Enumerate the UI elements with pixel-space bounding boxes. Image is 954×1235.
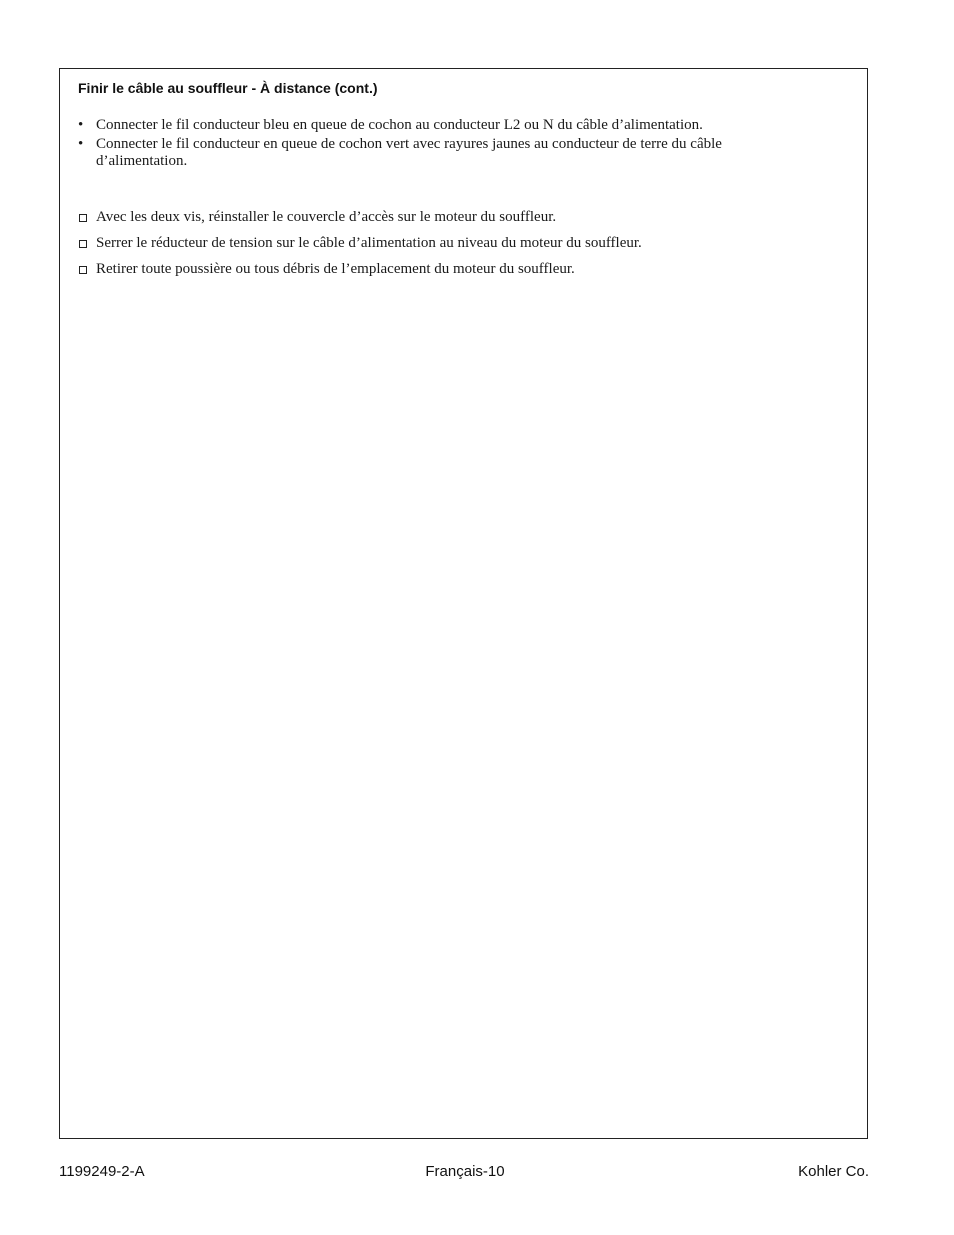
list-item [78,136,808,170]
bullet-icon: • [78,117,84,133]
footer-company: Kohler Co. [798,1163,869,1180]
list-item [78,117,808,134]
step-text: Retirer toute poussière ou tous débris de l’emplacement du moteur du souffleur. [96,261,575,277]
section-title: Finir le câble au souffleur - À distance (cont.) [78,80,378,96]
content-frame [59,68,868,1139]
checkbox-icon [79,266,87,274]
checkbox-icon [79,214,87,222]
list-item [78,235,838,252]
step-list [78,209,838,287]
step-text: Serrer le réducteur de tension sur le câble d’alimentation au niveau du moteur du souffleur. [96,235,642,251]
checkbox-icon [79,240,87,248]
bullet-text: Connecter le fil conducteur bleu en queue de cochon au conducteur L2 ou N du câble d’alimentation. [96,117,703,133]
footer-page-label: Français-10 [425,1163,505,1180]
bullet-list [78,117,808,172]
step-text: Avec les deux vis, réinstaller le couvercle d’accès sur le moteur du souffleur. [96,209,557,225]
list-item [78,209,838,226]
footer-doc-number: 1199249-2-A [59,1163,145,1180]
bullet-icon: • [78,136,84,152]
list-item [78,261,838,278]
bullet-text: Connecter le fil conducteur en queue de cochon vert avec rayures jaunes au conducteur de terre du câble d’alimentation. [96,136,722,169]
